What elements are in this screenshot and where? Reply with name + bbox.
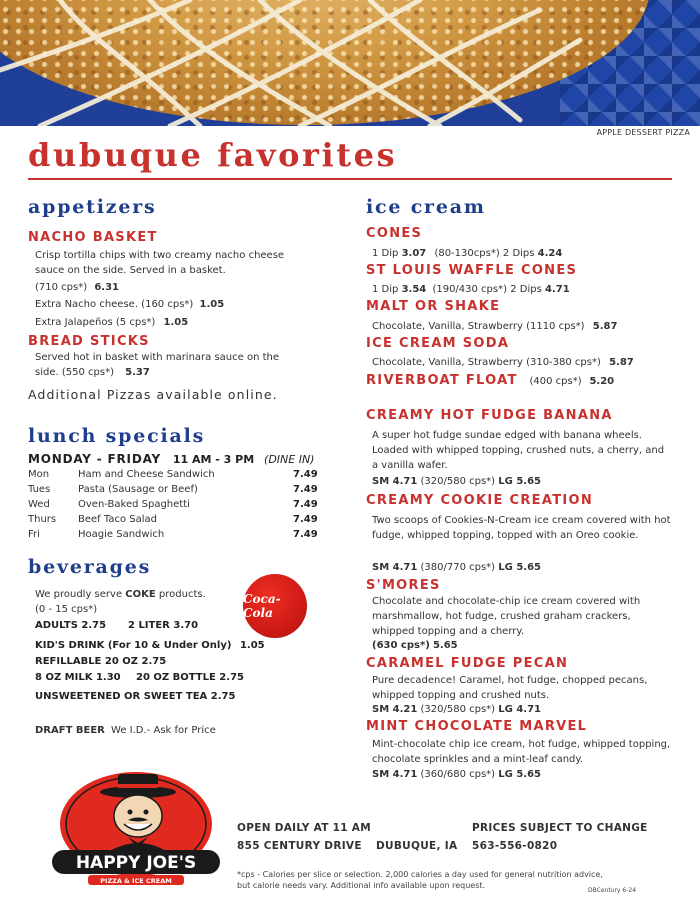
tea-drink: UNSWEETENED OR SWEET TEA 2.75 <box>35 691 236 702</box>
draft-beer-line <box>35 724 216 738</box>
photo-caption: APPLE DESSERT PIZZA <box>596 128 690 137</box>
lunch-day: Mon <box>28 469 50 480</box>
riverboat-float-name: RIVERBOAT FLOAT <box>366 373 518 388</box>
logo-wordmark: HAPPY JOE'S <box>75 853 197 873</box>
beverages-heading: beverages <box>28 556 152 578</box>
lunch-price: 7.49 <box>293 499 318 510</box>
cookie-cals: (380/770 cps*) <box>420 562 496 573</box>
cookie-desc: Two scoops of Cookies-N-Cream ice cream covered with hot fudge, whipped topping, topped with an Oreo cookie. <box>372 515 671 541</box>
malt-shake-name: MALT OR SHAKE <box>366 299 501 314</box>
lunch-price: 7.49 <box>293 514 318 525</box>
hero-banner <box>0 0 700 126</box>
coke-cals: (0 - 15 cps*) <box>35 604 98 615</box>
cones-two-dips: 2 Dips <box>502 248 535 259</box>
calorie-disclaimer-1: *cps - Calories per slice or selection. 2,000 calories a day used for general nutrition advice, <box>237 870 603 879</box>
icing-drizzle <box>0 0 700 126</box>
open-hours: OPEN DAILY AT 11 AM <box>237 822 371 834</box>
banana-lg: LG 5.65 <box>498 476 542 487</box>
soda-desc: Chocolate, Vanilla, Strawberry (310-380 cps*) <box>372 357 601 368</box>
draft-beer-label: DRAFT BEER <box>35 725 105 736</box>
malt-line <box>372 320 617 334</box>
caramel-cals: (320/580 cps*) <box>420 704 496 715</box>
lunch-price: 7.49 <box>293 484 318 495</box>
extra-cheese-label: Extra Nacho cheese. (160 cps*) <box>35 299 194 310</box>
phone-number[interactable]: 563-556-0820 <box>472 840 558 852</box>
waffle-one-dip: 1 Dip <box>372 284 399 295</box>
ice-cream-heading: ice cream <box>366 196 486 218</box>
two-liter: 2 LITER 3.70 <box>128 620 199 631</box>
mint-desc: Mint-chocolate chip ice cream, hot fudge, whipped topping, chocolate sprinkles and a mint-leaf candy. <box>372 739 671 765</box>
float-cals: (400 cps*) <box>529 376 582 387</box>
smores-price: 5.65 <box>432 640 458 651</box>
soda-price: 5.87 <box>609 357 634 368</box>
lunch-item: Oven-Baked Spaghetti <box>78 499 190 510</box>
cookie-creation-name: CREAMY COOKIE CREATION <box>366 493 594 508</box>
lunch-item: Pasta (Sausage or Beef) <box>78 484 198 495</box>
lunch-item: Ham and Cheese Sandwich <box>78 469 215 480</box>
ice-cream-soda-name: ICE CREAM SODA <box>366 336 510 351</box>
prices-notice: PRICES SUBJECT TO CHANGE <box>472 822 648 834</box>
waffle-one-price: 3.54 <box>401 284 427 295</box>
cones-two-price: 4.24 <box>537 248 563 259</box>
lunch-price: 7.49 <box>293 469 318 480</box>
riverboat-float-line <box>366 373 614 388</box>
caramel-desc: Pure decadence! Caramel, hot fudge, chopped pecans, whipped topping and crushed nuts. <box>372 675 648 701</box>
nacho-price: 6.31 <box>94 282 119 293</box>
bread-sticks-name: BREAD STICKS <box>28 334 150 349</box>
mint-cals: (360/680 cps*) <box>420 769 496 780</box>
breadsticks-desc-2-line <box>35 366 150 380</box>
breadsticks-desc-2: side. (550 cps*) <box>35 367 114 378</box>
lunch-item: Beef Taco Salad <box>78 514 157 525</box>
nacho-desc-1: Crisp tortilla chips with two creamy nacho cheese <box>35 250 285 261</box>
cones-one-dip: 1 Dip <box>372 248 399 259</box>
caramel-fudge-pecan-name: CARAMEL FUDGE PECAN <box>366 656 569 671</box>
waffle-prices <box>372 283 570 297</box>
extra-cheese-line <box>35 298 224 312</box>
happy-joes-logo <box>48 770 224 888</box>
milk-drink: 8 OZ MILK 1.30 <box>35 672 121 683</box>
lunch-day: Wed <box>28 499 50 510</box>
smores-cals: (630 cps*) <box>372 640 430 651</box>
calorie-disclaimer-2: but calorie needs vary. Additional info available upon request. <box>237 881 486 890</box>
lunch-item: Hoagie Sandwich <box>78 529 165 540</box>
cones-cals: (80-130cps*) <box>434 248 500 259</box>
coke-line <box>35 588 206 602</box>
banana-desc: A super hot fudge sundae edged with banana wheels. Loaded with whipped topping, crushed nuts, a cherry, and a vanilla wafer. <box>372 430 665 471</box>
menu-code: DBCentury 6-24 <box>588 887 637 894</box>
lunch-day: Fri <box>28 529 40 540</box>
nacho-basket-name: NACHO BASKET <box>28 230 158 245</box>
caramel-sm: SM 4.21 <box>372 704 418 715</box>
refillable-drink: REFILLABLE 20 OZ 2.75 <box>35 656 167 667</box>
cones-one-price: 3.07 <box>401 248 427 259</box>
lunch-schedule <box>28 452 314 467</box>
hot-fudge-banana-name: CREAMY HOT FUDGE BANANA <box>366 408 613 423</box>
malt-desc: Chocolate, Vanilla, Strawberry (1110 cps*) <box>372 321 585 332</box>
extra-cheese-price: 1.05 <box>199 299 225 310</box>
coke-post: products. <box>158 589 206 600</box>
coke-pre: We proudly serve <box>35 589 123 600</box>
coke-brand: COKE <box>125 589 156 600</box>
cones-prices <box>372 247 562 261</box>
banana-cals: (320/580 cps*) <box>420 476 496 487</box>
address: 855 CENTURY DRIVE <box>237 840 362 852</box>
page-title: dubuque favorites <box>28 136 398 174</box>
happy-joes-mascot-icon <box>48 770 224 888</box>
mint-lg: LG 5.65 <box>498 769 542 780</box>
kids-drink-line <box>35 639 265 653</box>
bottle-drink: 20 OZ BOTTLE 2.75 <box>136 672 244 683</box>
waffle-two-dips: 2 Dips <box>510 284 542 295</box>
nacho-cals: (710 cps*) <box>35 282 88 293</box>
appetizers-heading: appetizers <box>28 196 157 218</box>
coca-cola-wordmark: Coca-Cola <box>243 592 281 620</box>
smores-name: S'MORES <box>366 578 441 593</box>
waffle-cones-name: ST LOUIS WAFFLE CONES <box>366 263 578 278</box>
extra-jalapenos-line <box>35 316 188 330</box>
lunch-hours: 11 AM - 3 PM <box>172 453 255 466</box>
logo-tagline: PIZZA & ICE CREAM <box>100 877 172 885</box>
draft-beer-text: We I.D.- Ask for Price <box>111 725 216 736</box>
city: DUBUQUE, IA <box>376 840 458 852</box>
mint-prices <box>372 768 541 782</box>
pizzas-online-note: Additional Pizzas available online. <box>28 387 278 402</box>
cookie-prices <box>372 561 541 575</box>
smores-prices <box>372 639 458 653</box>
lunch-day: Thurs <box>28 514 57 525</box>
lunch-price: 7.49 <box>293 529 318 540</box>
float-price: 5.20 <box>589 376 615 387</box>
caramel-prices <box>372 703 541 717</box>
nacho-desc-2: sauce on the side. Served in a basket. <box>35 265 226 276</box>
title-divider <box>28 178 672 180</box>
mint-chocolate-marvel-name: MINT CHOCOLATE MARVEL <box>366 719 588 734</box>
banana-sm: SM 4.71 <box>372 476 418 487</box>
lunch-day: Tues <box>28 484 51 495</box>
kids-drink: KID'S DRINK (For 10 & Under Only) <box>35 640 232 651</box>
breadsticks-desc-1: Served hot in basket with marinara sauce on the <box>35 352 280 363</box>
malt-price: 5.87 <box>592 321 618 332</box>
cookie-sm: SM 4.71 <box>372 562 418 573</box>
adults-drink: ADULTS 2.75 <box>35 620 107 631</box>
coca-cola-logo <box>243 574 307 638</box>
banana-prices <box>372 475 541 489</box>
dine-in-label: (DINE IN) <box>264 453 315 466</box>
waffle-cals: (190/430 cps*) <box>432 284 508 295</box>
smores-desc: Chocolate and chocolate-chip ice cream covered with marshmallow, hot fudge, crushed graham crackers, whipped topping and a cherry. <box>372 596 641 637</box>
lunch-days: MONDAY - FRIDAY <box>28 452 162 466</box>
breadsticks-price: 5.37 <box>125 367 150 378</box>
extra-jalapenos-label: Extra Jalapeños (5 cps*) <box>35 317 156 328</box>
extra-jalapenos-price: 1.05 <box>163 317 189 328</box>
soda-line <box>372 356 634 370</box>
waffle-two-price: 4.71 <box>544 284 570 295</box>
kids-drink-price: 1.05 <box>239 640 265 651</box>
lunch-specials-heading: lunch specials <box>28 425 206 447</box>
caramel-lg: LG 4.71 <box>498 704 542 715</box>
mint-sm: SM 4.71 <box>372 769 418 780</box>
nacho-calories <box>35 281 119 295</box>
cones-name: CONES <box>366 226 423 241</box>
cookie-lg: LG 5.65 <box>498 562 542 573</box>
